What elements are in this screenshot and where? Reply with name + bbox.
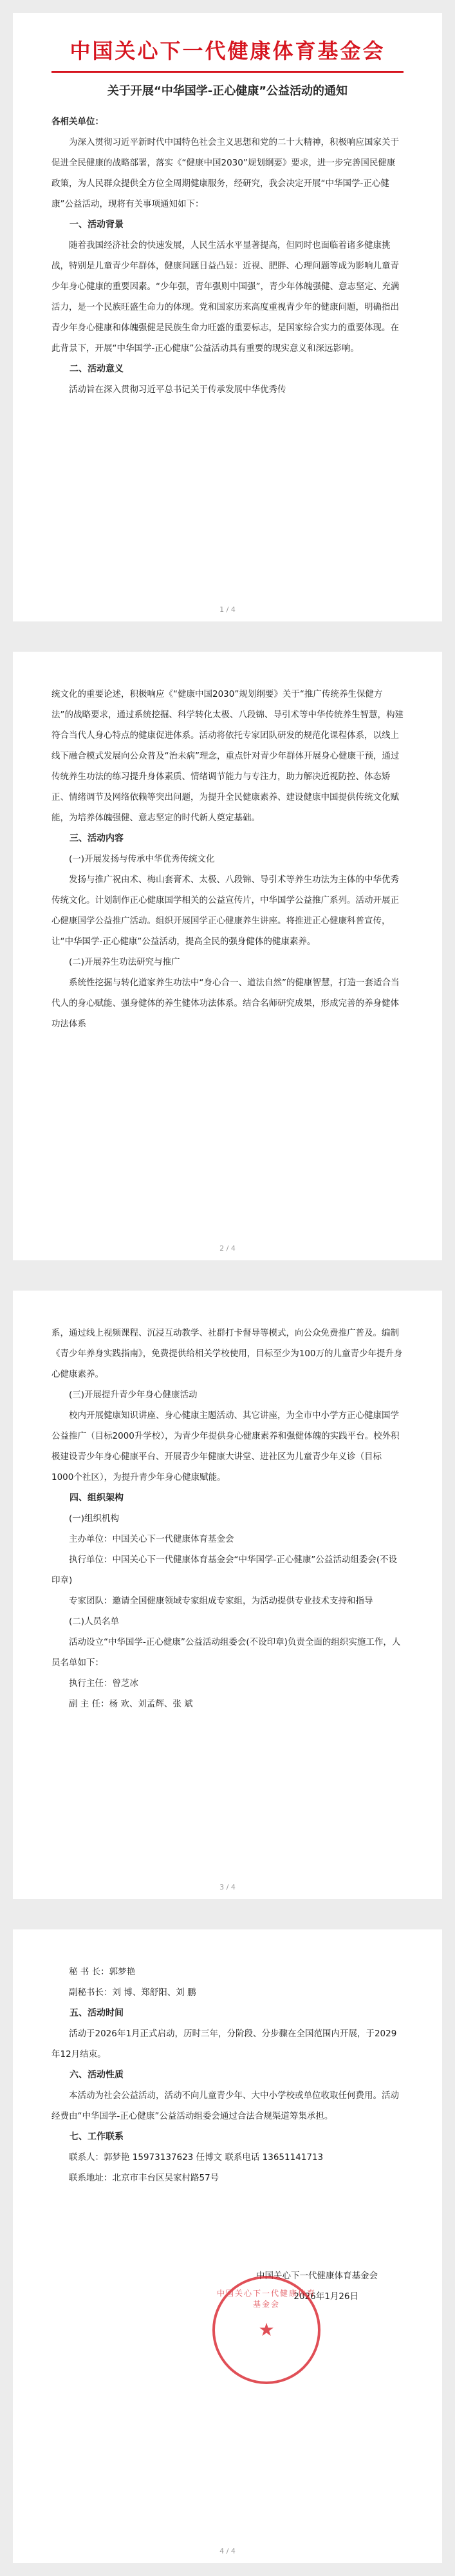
subsection-heading-institutions: (一)组织机构: [69, 1513, 120, 1524]
secretary-general: 秘 书 长：郭梦艳: [69, 1967, 136, 1977]
signature-date: 2026年1月26日: [293, 2291, 358, 2302]
section-heading-organization: 四、组织架构: [70, 1493, 124, 1503]
document-page-1: [13, 13, 442, 621]
page-number: 4 / 4: [219, 2547, 236, 2555]
executive-unit: 执行单位：中国关心下一代健康体育基金会“中华国学-正心健康”公益活动组委会(不设印章): [51, 1555, 398, 1586]
host-unit: 主办单位：中国关心下一代健康体育基金会: [69, 1534, 234, 1544]
nature-paragraph: 本活动为社会公益活动，活动不向儿童青少年、大中小学校或单位收取任何费用。活动经费由“中华国学-正心健康”公益活动组委会通过合法合规渠道筹集承担。: [51, 2090, 399, 2121]
seal-star-icon: ★: [258, 2319, 275, 2340]
subsection-heading-culture: (一)开展发扬与传承中华优秀传统文化: [69, 854, 215, 864]
document-title: 关于开展“中华国学-正心健康”公益活动的通知: [107, 84, 348, 98]
page-number: 1 / 4: [219, 605, 236, 614]
official-seal: [212, 2276, 320, 2384]
personnel-intro: 活动设立“中华国学-正心健康”公益活动组委会(不设印章)负责全面的组织实施工作，人员名单如下：: [51, 1637, 401, 1668]
page-number: 3 / 4: [219, 1883, 236, 1891]
background-paragraph: 随着我国经济社会的快速发展，人民生活水平显著提高，但同时也面临着诸多健康挑战，特别是儿童青少年群体，健康问题日益凸显：近视、肥胖、心理问题等成为影响儿童青少年身心健康的重要因素。“少年强，青年强则中国强”，青少年体魄强健、意志坚定、充满活力，是一个民族旺盛生命力的体现。党和国家历来高度重视青少年的健康问题，明确指出青少年身心健康和体魄强健是民族生命力旺盛的重要标志，是国家综合实力的重要体现。在此背景下，开展“中华国学-正心健康”公益活动具有重要的现实意义和深远影响。: [51, 240, 400, 354]
significance-paragraph-start: 活动旨在深入贯彻习近平总书记关于传承发展中华优秀传: [69, 384, 286, 395]
youth-health-paragraph: 校内开展健康知识讲座、身心健康主题活动、其它讲座，为全市中小学方正心健康国学公益推广（目标2000升学校），为青少年提供身心健康素养和强健体魄的实践平台。校外积极建设青少年身心健康平台、开展青少年健康大讲堂、进社区为儿童青少年义诊（目标1000个社区），为提升青少年身心健康赋能。: [51, 1410, 400, 1482]
address-line: 联系地址：北京市丰台区吴家村路57号: [69, 2173, 219, 2183]
subsection-heading-personnel: (二)人员名单: [69, 1616, 120, 1627]
culture-paragraph: 发扬与推广祝由术、梅山套膏术、太极、八段锦、导引术等养生功法为主体的中华优秀传统文化。计划制作正心健康国学相关的公益宣传片，中华国学公益推广系列。活动开展正心健康国学公益推广活动。组织开展国学正心健康养生讲座。将推进正心健康科普宣传，让“中华国学-正心健康”公益活动，提高全民的强身健体的健康素养。: [51, 875, 399, 947]
section-heading-significance: 二、活动意义: [70, 364, 124, 374]
document-page-2: [13, 652, 442, 1260]
subsection-heading-youth-health: (三)开展提升青少年身心健康活动: [69, 1390, 198, 1400]
seal-ring-text: 中国关心下一代健康体育基金会: [216, 2289, 316, 2309]
page-number: 2 / 4: [219, 1244, 236, 1253]
document-page-4: [13, 1929, 442, 2563]
organization-header: 中国关心下一代健康体育基金会: [70, 39, 385, 63]
salutation: 各相关单位：: [51, 117, 104, 127]
section-heading-nature: 六、活动性质: [70, 2070, 124, 2080]
section-heading-content: 三、活动内容: [70, 833, 124, 844]
section-heading-background: 一、活动背景: [70, 220, 124, 230]
deputy-secretaries: 副秘书长：刘 博、郑舒阳、刘 鹏: [69, 1987, 196, 1998]
signature-organization: 中国关心下一代健康体育基金会: [256, 2271, 378, 2281]
executive-director: 执行主任：曾芝冰: [69, 1678, 138, 1689]
time-paragraph: 活动于2026年1月正式启动，历时三年，分阶段、分步骤在全国范围内开展，于2029年12月结束。: [51, 2029, 397, 2060]
exercise-paragraph-continued: 系，通过线上视频课程、沉浸互动教学、社群打卡督导等模式，向公众免费推广普及。编制《青少年养身实践指南》，免费提供给相关学校使用，目标至少为100万的儿童青少年提升身心健康素养。: [51, 1328, 403, 1379]
expert-team: 专家团队：邀请全国健康领域专家组成专家组，为活动提供专业技术支持和指导: [69, 1596, 373, 1606]
red-divider-line: [51, 71, 404, 73]
deputy-directors: 副 主 任：杨 欢、刘孟辉、张 斌: [69, 1699, 193, 1709]
contact-line: 联系人：郭梦艳 15973137623 任博文 联系电话 13651141713: [69, 2152, 324, 2163]
significance-paragraph-continued: 统文化的重要论述，积极响应《“健康中国2030”规划纲要》关于“推广传统养生保健方法”的战略要求，通过系统挖掘、科学转化太极、八段锦、导引术等中华传统养生智慧，构建符合当代人身心特点的健康促进体系。活动将依托专家团队研发的规范化课程体系，以线上线下融合模式发展向公众普及“治未病”理念，重点针对青少年群体开展身心健康干预，通过传统养生功法的练习提升身体素质、情绪调节能力与专注力，助力解决近视防控、体态矫正、情绪调节及网络依赖等突出问题，为提升全民健康素养、建设健康中国提供传统文化赋能，为培养体魄强健、意志坚定的时代新人奠定基础。: [51, 689, 404, 823]
document-page-3: [13, 1291, 442, 1899]
subsection-heading-exercise: (二)开展养生功法研究与推广: [69, 957, 180, 967]
section-heading-contact: 七、工作联系: [70, 2132, 124, 2142]
intro-paragraph: 为深入贯彻习近平新时代中国特色社会主义思想和党的二十大精神，积极响应国家关于促进全民健康的战略部署，落实《“健康中国2030”规划纲要》要求，进一步完善国民健康政策，为人民群众提供全方位全周期健康服务，经研究，我会决定开展“中华国学-正心健康”公益活动，现将有关事项通知如下：: [51, 137, 399, 209]
exercise-paragraph: 系统性挖掘与转化道家养生功法中“身心合一、道法自然”的健康智慧，打造一套适合当代人的身心赋能、强身健体的养生健体功法体系。结合名师研究成果，形成完善的养身健体功法体系: [51, 978, 400, 1029]
section-heading-time: 五、活动时间: [70, 2008, 124, 2018]
